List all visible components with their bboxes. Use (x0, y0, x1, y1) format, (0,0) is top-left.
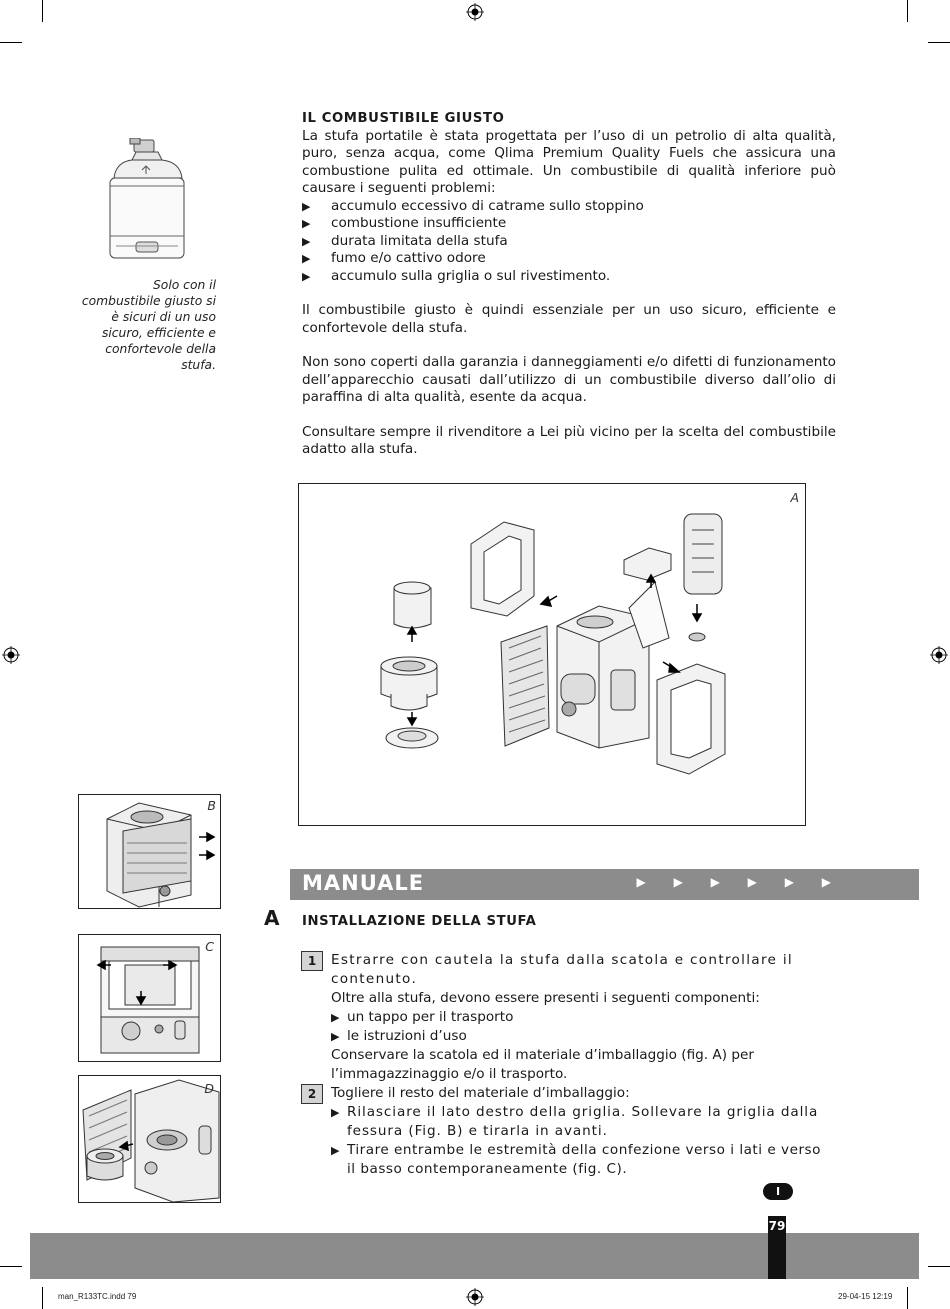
fuel-caption: Solo con il combustibile giusto si è sicuri di un uso sicuro, efficiente e confortevole della stufa. (81, 278, 216, 372)
list-item: ▶ le istruzioni d’uso (331, 1028, 467, 1044)
installation-title: INSTALLAZIONE DELLA STUFA (302, 914, 537, 929)
registration-mark-icon (466, 3, 484, 21)
page-number: 79 (768, 1219, 786, 1233)
list-item: ▶ accumulo sulla griglia o sul rivestimento. (302, 267, 611, 284)
step-number: 2 (301, 1084, 323, 1104)
crop-mark (0, 42, 22, 43)
figure-label: C (205, 939, 214, 954)
figure-a (298, 483, 806, 826)
section-letter: A (264, 906, 280, 930)
heater-packaging-drawing (79, 935, 220, 1061)
crop-mark (907, 0, 908, 22)
crop-mark (928, 42, 950, 43)
registration-mark-icon (2, 646, 20, 664)
step-2 (331, 1084, 834, 1179)
list-item: ▶ combustione insufficiente (302, 215, 507, 231)
paragraph: Consultare sempre il rivenditore a Lei più vicino per la scelta del combustibile adatto alla stufa. (302, 423, 836, 457)
list-item: ▶ fumo e/o cattivo odore (302, 250, 486, 266)
footer-filename: man_R133TC.indd 79 (58, 1292, 137, 1301)
crop-mark (0, 1266, 22, 1267)
language-badge: I (763, 1183, 793, 1200)
paragraph: Non sono coperti dalla garanzia i danneggiamenti e/o difetti di funzionamento dell’apparecchio causati dall’utilizzo di un combustibile diverso dall’olio di paraffina di alta qualità, esente da acqua. (302, 354, 836, 405)
bullet-arrow-icon: ▶ (302, 234, 311, 248)
list-item: ▶ Rilasciare il lato destro della griglia. Sollevare la griglia dalla fessura (Fig. B) e tirarla in avanti. (331, 1104, 819, 1139)
bullet-arrow-icon: ▶ (331, 1144, 340, 1157)
figure-label: B (207, 798, 216, 813)
list-item: ▶ durata limitata della stufa (302, 232, 508, 249)
paragraph: Il combustibile giusto è quindi essenziale per un uso sicuro, efficiente e confortevole della stufa. (302, 302, 836, 336)
exploded-heater-drawing (299, 484, 805, 825)
figure-c (78, 934, 221, 1062)
figure-label: D (204, 1081, 214, 1096)
step-1 (331, 951, 834, 1084)
bullet-arrow-icon: ▶ (302, 269, 311, 283)
step-number: 1 (301, 951, 323, 971)
step-line: Conservare la scatola ed il materiale d’imballaggio (fig. A) per l’immagazzinaggio e/o il trasporto. (331, 1047, 754, 1082)
heater-chimney-drawing (79, 1076, 220, 1202)
bullet-arrow-icon: ▶ (302, 199, 311, 213)
registration-mark-icon (466, 1288, 484, 1306)
figure-d (78, 1075, 221, 1203)
manual-title: MANUALE (302, 871, 425, 895)
bullet-arrow-icon: ▶ (302, 252, 311, 265)
bullet-arrow-icon: ▶ (331, 1011, 340, 1024)
manual-header-bar (290, 869, 919, 900)
list-item: ▶ Tirare entrambe le estremità della confezione verso i lati e verso il basso contemporaneamente (fig. C). (331, 1142, 821, 1177)
step-line: Oltre alla stufa, devono essere presenti i seguenti componenti: (331, 990, 760, 1006)
fuel-can-illustration (106, 138, 188, 268)
registration-mark-icon (930, 646, 948, 664)
figure-b (78, 794, 221, 909)
arrow-icons: ▶ ▶ ▶ ▶ ▶ ▶ (636, 875, 843, 889)
step-line: Estrarre con cautela la stufa dalla scatola e controllare il contenuto. (331, 952, 793, 987)
bullet-arrow-icon: ▶ (331, 1030, 340, 1043)
footer-date: 29-04-15 12:19 (838, 1292, 893, 1301)
crop-mark (42, 0, 43, 22)
heater-grille-drawing (79, 795, 220, 908)
section-title: IL COMBUSTIBILE GIUSTO (302, 111, 505, 126)
step-line: Togliere il resto del materiale d’imballaggio: (331, 1085, 630, 1101)
fuel-section (302, 110, 836, 459)
bullet-arrow-icon: ▶ (331, 1106, 340, 1119)
bullet-arrow-icon: ▶ (302, 217, 311, 230)
crop-mark (928, 1266, 950, 1267)
list-item: ▶ accumulo eccessivo di catrame sullo stoppino (302, 197, 644, 214)
section-intro: La stufa portatile è stata progettata per l’uso di un petrolio di alta qualità, puro, senza acqua, come Qlima Premium Quality Fuels che assicura una combustione pulita ed ottimale. Un combustibile di qualità inferiore può causare i seguenti problemi: (302, 127, 836, 196)
crop-mark (42, 1287, 43, 1309)
crop-mark (907, 1287, 908, 1309)
figure-label: A (790, 490, 799, 505)
list-item: ▶ un tappo per il trasporto (331, 1009, 514, 1025)
